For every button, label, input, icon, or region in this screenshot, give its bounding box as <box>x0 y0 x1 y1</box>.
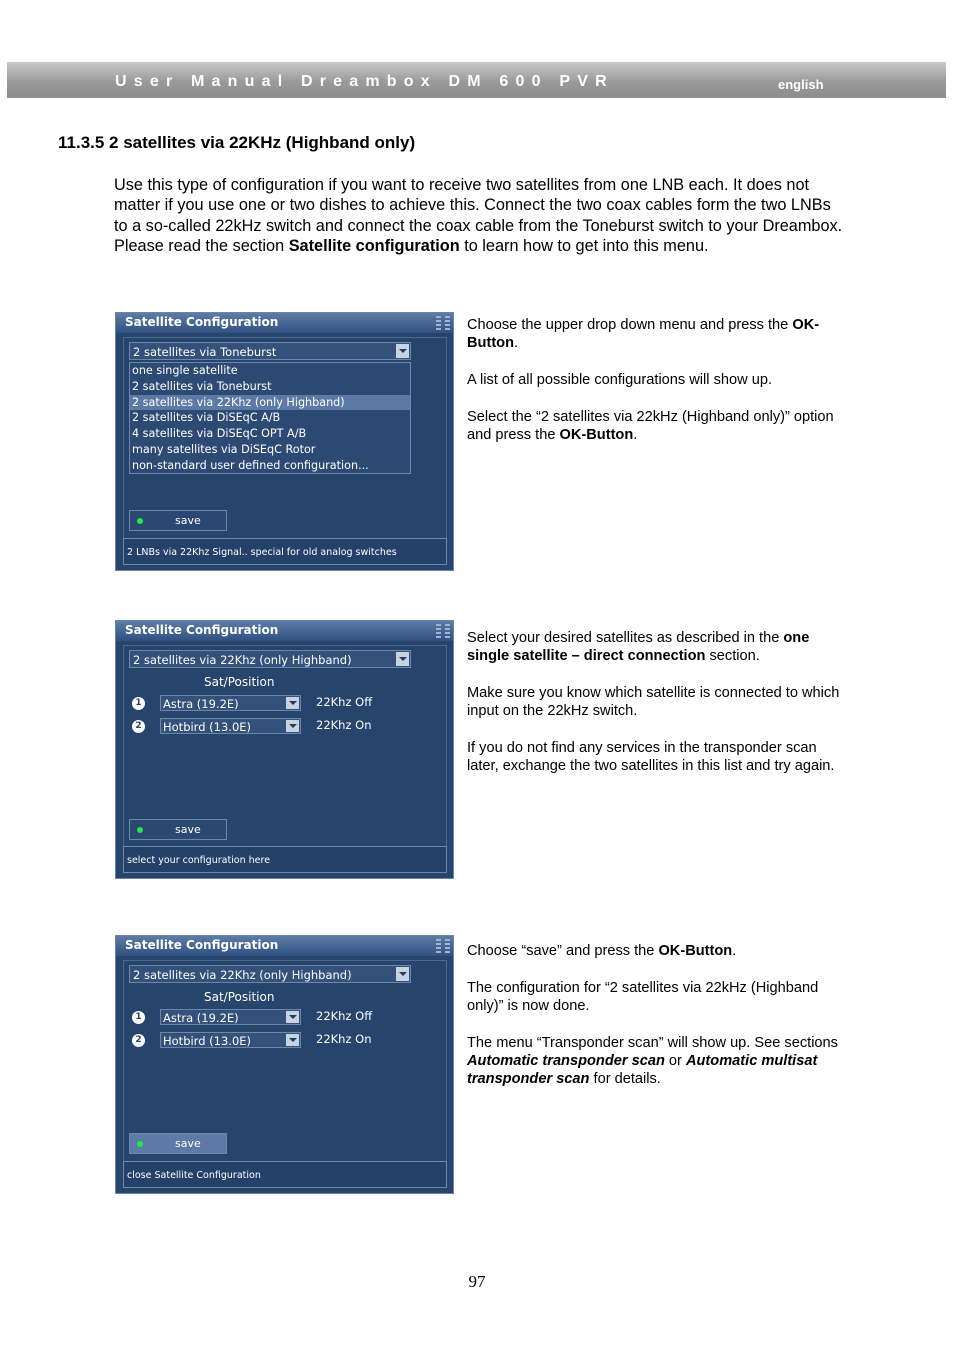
sat-position-header: Sat/Position <box>204 990 275 1004</box>
dropdown-value: 2 satellites via Toneburst <box>133 345 277 359</box>
config-options-list[interactable] <box>129 362 411 474</box>
osd-title-bar <box>116 936 453 956</box>
osd-title-bar <box>116 621 453 641</box>
save-label: save <box>175 514 201 527</box>
instruction-text: for details. <box>589 1071 661 1087</box>
save-button[interactable] <box>129 510 227 531</box>
osd-screenshot-3 <box>115 935 454 1194</box>
instruction-paragraph <box>467 316 847 352</box>
green-dot-icon <box>137 827 143 833</box>
intro-text: Use this type of configuration if you want to receive two satellites from one LNB each. It does not matter if you use one or two dishes to achieve this. Connect the two coax cables form the two LNBs to a so-called 22kHz switch and connect the coax cable from the Toneburst switch to your Dreambox. Please read the section <box>114 176 843 256</box>
instruction-paragraph <box>467 1034 847 1088</box>
satellite-number-badge: 1 <box>132 1011 145 1024</box>
grip-icon <box>445 316 450 330</box>
list-item-selected[interactable]: 2 satellites via 22Khz (only Highband) <box>130 395 410 411</box>
instruction-paragraph: The configuration for “2 satellites via 22kHz (Highband only)” is now done. <box>467 980 819 1014</box>
satellite-name: Astra (19.2E) <box>163 697 239 711</box>
chevron-down-icon[interactable] <box>396 967 409 981</box>
intro-paragraph <box>114 175 844 257</box>
chevron-down-icon[interactable] <box>286 720 299 732</box>
instruction-paragraph: If you do not find any services in the transponder scan later, exchange the two satellites in this list and try again. <box>467 740 835 774</box>
config-type-dropdown[interactable] <box>129 342 411 360</box>
instruction-text: . <box>514 335 519 351</box>
grip-icon <box>436 624 441 638</box>
status-text: 2 LNBs via 22Khz Signal.. special for old analog switches <box>127 547 397 558</box>
satellite-name: Hotbird (13.0E) <box>163 1034 252 1048</box>
instruction-paragraph <box>467 408 847 444</box>
grip-icon <box>445 624 450 638</box>
instruction-text: . <box>633 427 638 443</box>
dropdown-value: 2 satellites via 22Khz (only Highband) <box>133 968 352 982</box>
instructions-3 <box>467 942 847 1107</box>
status-bar <box>123 538 447 565</box>
tone-setting: 22Khz On <box>316 718 372 732</box>
chevron-down-icon[interactable] <box>286 1034 299 1046</box>
list-item[interactable]: one single satellite <box>132 364 238 377</box>
green-dot-icon <box>137 1141 143 1147</box>
satellite-dropdown-2[interactable] <box>160 718 301 734</box>
tone-setting: 22Khz On <box>316 1032 372 1046</box>
chevron-down-icon[interactable] <box>396 344 409 358</box>
satellite-name: Astra (19.2E) <box>163 1011 239 1025</box>
green-dot-icon <box>137 518 143 524</box>
instruction-paragraph: Make sure you know which satellite is connected to which input on the 22kHz switch. <box>467 685 840 719</box>
osd-screenshot-1 <box>115 312 454 571</box>
instructions-1 <box>467 316 847 463</box>
osd-window-title: Satellite Configuration <box>125 315 279 329</box>
chevron-down-icon[interactable] <box>396 652 409 666</box>
instruction-bold-italic: Automatic multisat transponder scan <box>467 1053 818 1087</box>
osd-screenshot-2 <box>115 620 454 879</box>
language-label: english <box>778 77 824 92</box>
instruction-paragraph <box>467 942 847 960</box>
satellite-number-badge: 2 <box>132 720 145 733</box>
satellite-number-badge: 2 <box>132 1034 145 1047</box>
satellite-dropdown-1[interactable] <box>160 1009 301 1025</box>
grip-icon <box>445 939 450 953</box>
save-label: save <box>175 823 201 836</box>
list-item[interactable]: many satellites via DiSEqC Rotor <box>132 442 316 456</box>
intro-text-end: to learn how to get into this menu. <box>459 237 709 256</box>
manual-header-bar <box>7 62 946 98</box>
grip-icon <box>436 316 441 330</box>
instruction-bold: OK-Button <box>559 427 634 443</box>
instruction-paragraph <box>467 629 847 665</box>
instruction-text: Choose “save” and press the <box>467 943 659 959</box>
manual-title: User Manual Dreambox DM 600 PVR <box>115 73 614 90</box>
instruction-text: Select the “2 satellites via 22kHz (Highband only)” option and press the <box>467 409 834 443</box>
satellite-number-badge: 1 <box>132 697 145 710</box>
instruction-text: or <box>664 1053 686 1069</box>
config-type-dropdown[interactable] <box>129 965 411 983</box>
list-item[interactable]: non-standard user defined configuration... <box>132 458 369 472</box>
tone-setting: 22Khz Off <box>316 1009 373 1023</box>
section-title: 11.3.5 2 satellites via 22KHz (Highband only) <box>58 133 416 152</box>
save-button[interactable] <box>129 819 227 840</box>
tone-setting: 22Khz Off <box>316 695 373 709</box>
satellite-dropdown-1[interactable] <box>160 695 301 711</box>
satellite-name: Hotbird (13.0E) <box>163 720 252 734</box>
chevron-down-icon[interactable] <box>286 697 299 709</box>
sat-position-header: Sat/Position <box>204 675 275 689</box>
instruction-text: section. <box>705 648 760 664</box>
instruction-text: Choose the upper drop down menu and press the <box>467 317 793 333</box>
instructions-2 <box>467 629 847 794</box>
instruction-bold: one single satellite – direct connection <box>467 630 810 664</box>
list-item[interactable]: 2 satellites via DiSEqC A/B <box>132 411 281 425</box>
instruction-bold: OK-Button <box>467 317 820 351</box>
instruction-text: . <box>732 943 737 959</box>
status-bar <box>123 846 447 873</box>
save-label: save <box>175 1137 201 1150</box>
osd-window-title: Satellite Configuration <box>125 938 279 952</box>
instruction-bold: OK-Button <box>658 943 733 959</box>
dropdown-value: 2 satellites via 22Khz (only Highband) <box>133 653 352 667</box>
status-text: close Satellite Configuration <box>127 1170 261 1181</box>
page-number: 97 <box>468 1272 486 1291</box>
list-item[interactable]: 2 satellites via Toneburst <box>132 379 272 393</box>
satellite-dropdown-2[interactable] <box>160 1032 301 1048</box>
osd-title-bar <box>116 313 453 333</box>
chevron-down-icon[interactable] <box>286 1011 299 1023</box>
instruction-bold-italic: Automatic transponder scan <box>467 1053 665 1069</box>
status-bar <box>123 1161 447 1188</box>
status-text: select your configuration here <box>127 855 271 866</box>
config-type-dropdown[interactable] <box>129 650 411 668</box>
instruction-text: Select your desired satellites as described in the <box>467 630 784 646</box>
instruction-text: The menu “Transponder scan” will show up. See sections <box>467 1035 838 1051</box>
intro-bold-link: Satellite configuration <box>288 237 460 256</box>
instruction-paragraph: A list of all possible configurations will show up. <box>467 372 773 388</box>
list-item[interactable]: 4 satellites via DiSEqC OPT A/B <box>132 427 307 441</box>
osd-window-title: Satellite Configuration <box>125 623 279 637</box>
save-button[interactable] <box>129 1133 227 1154</box>
grip-icon <box>436 939 441 953</box>
